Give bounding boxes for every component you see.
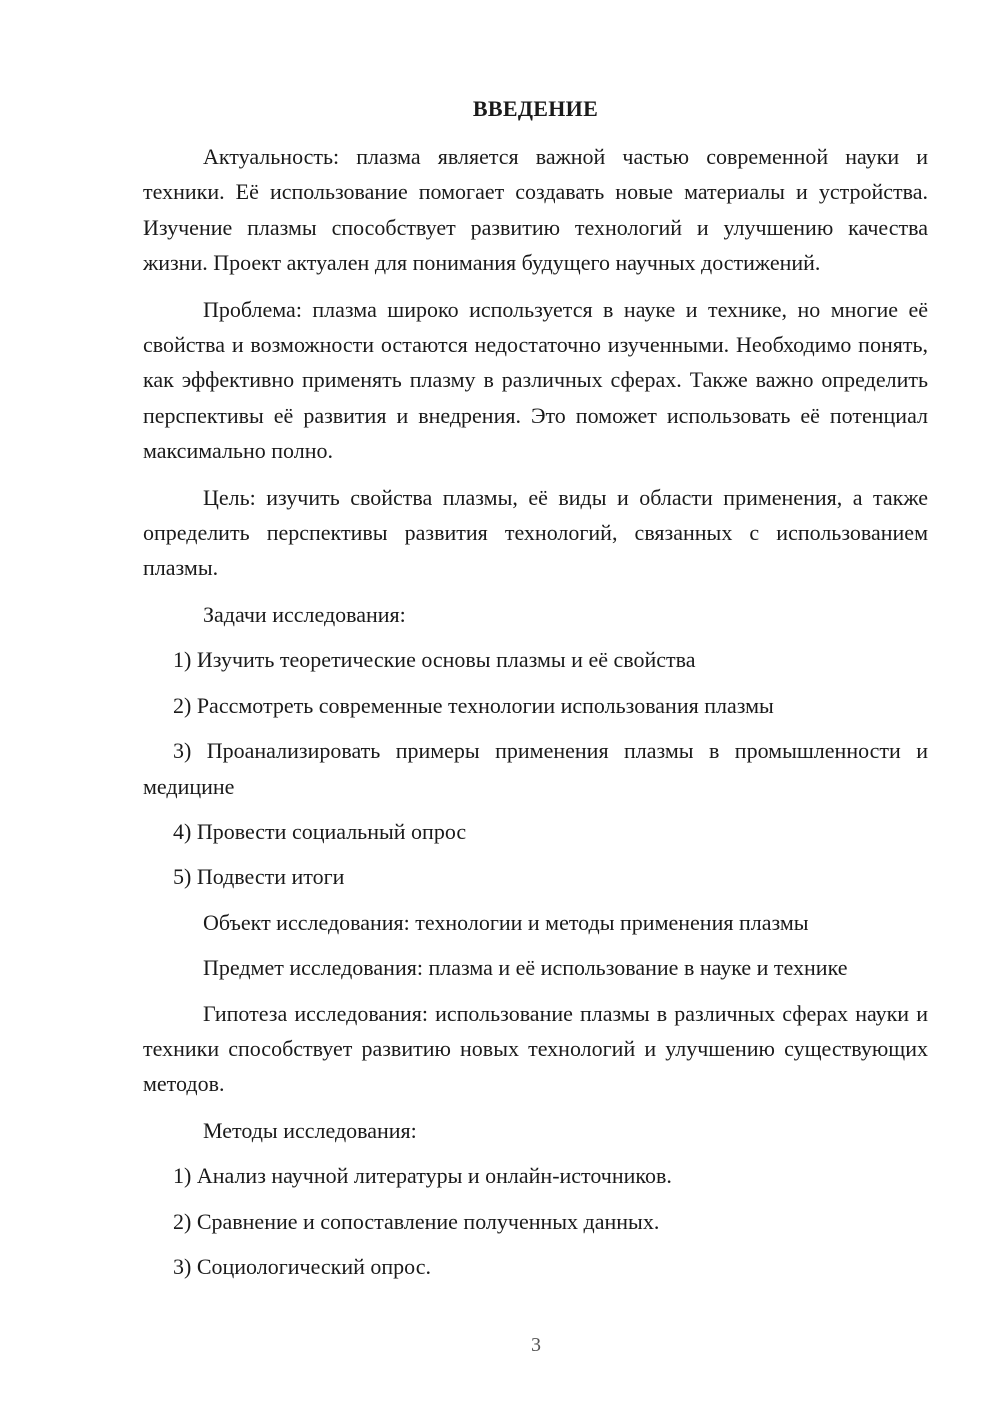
research-subject: Предмет исследования: плазма и её использование в науке и технике (203, 955, 848, 981)
task-item-5: 5) Подвести итоги (173, 864, 345, 890)
document-page (143, 94, 928, 1294)
page-number: 3 (531, 1334, 541, 1356)
relevance-paragraph: Актуальность: плазма является важной частью современной науки и техники. Её использование помогает создавать новые материалы и устройства. Изучение плазмы способствует развитию технологий и улучшению качества жизни. Проект актуален для понимания будущего научных достижений. (143, 144, 928, 276)
method-item-2: 2) Сравнение и сопоставление полученных данных. (173, 1208, 660, 1234)
task-item-2: 2) Рассмотреть современные технологии использования плазмы (173, 692, 774, 718)
goal-paragraph: Цель: изучить свойства плазмы, её виды и области применения, а также определить перспективы развития технологий, связанных с использованием плазмы. (143, 484, 928, 581)
research-hypothesis: Гипотеза исследования: использование плазмы в различных сферах науки и техники способствует развитию новых технологий и улучшению существующих методов. (143, 1000, 928, 1097)
methods-heading: Методы исследования: (203, 1117, 417, 1143)
method-item-3: 3) Социологический опрос. (173, 1253, 431, 1279)
task-item-1: 1) Изучить теоретические основы плазмы и её свойства (173, 647, 696, 673)
research-object: Объект исследования: технологии и методы применения плазмы (203, 909, 809, 935)
task-item-4: 4) Провести социальный опрос (173, 818, 467, 844)
task-item-3: 3) Проанализировать примеры применения плазмы в промышленности и медицине (143, 738, 928, 799)
tasks-heading: Задачи исследования: (203, 601, 406, 627)
method-item-1: 1) Анализ научной литературы и онлайн-источников. (173, 1163, 672, 1189)
problem-paragraph: Проблема: плазма широко используется в науке и технике, но многие её свойства и возможности остаются недостаточно изученными. Необходимо понять, как эффективно применять плазму в различных сферах. Также важно определить перспективы её развития и внедрения. Это поможет использовать её потенциал максимально полно. (143, 296, 928, 464)
page-title: ВВЕДЕНИЕ (472, 96, 599, 121)
